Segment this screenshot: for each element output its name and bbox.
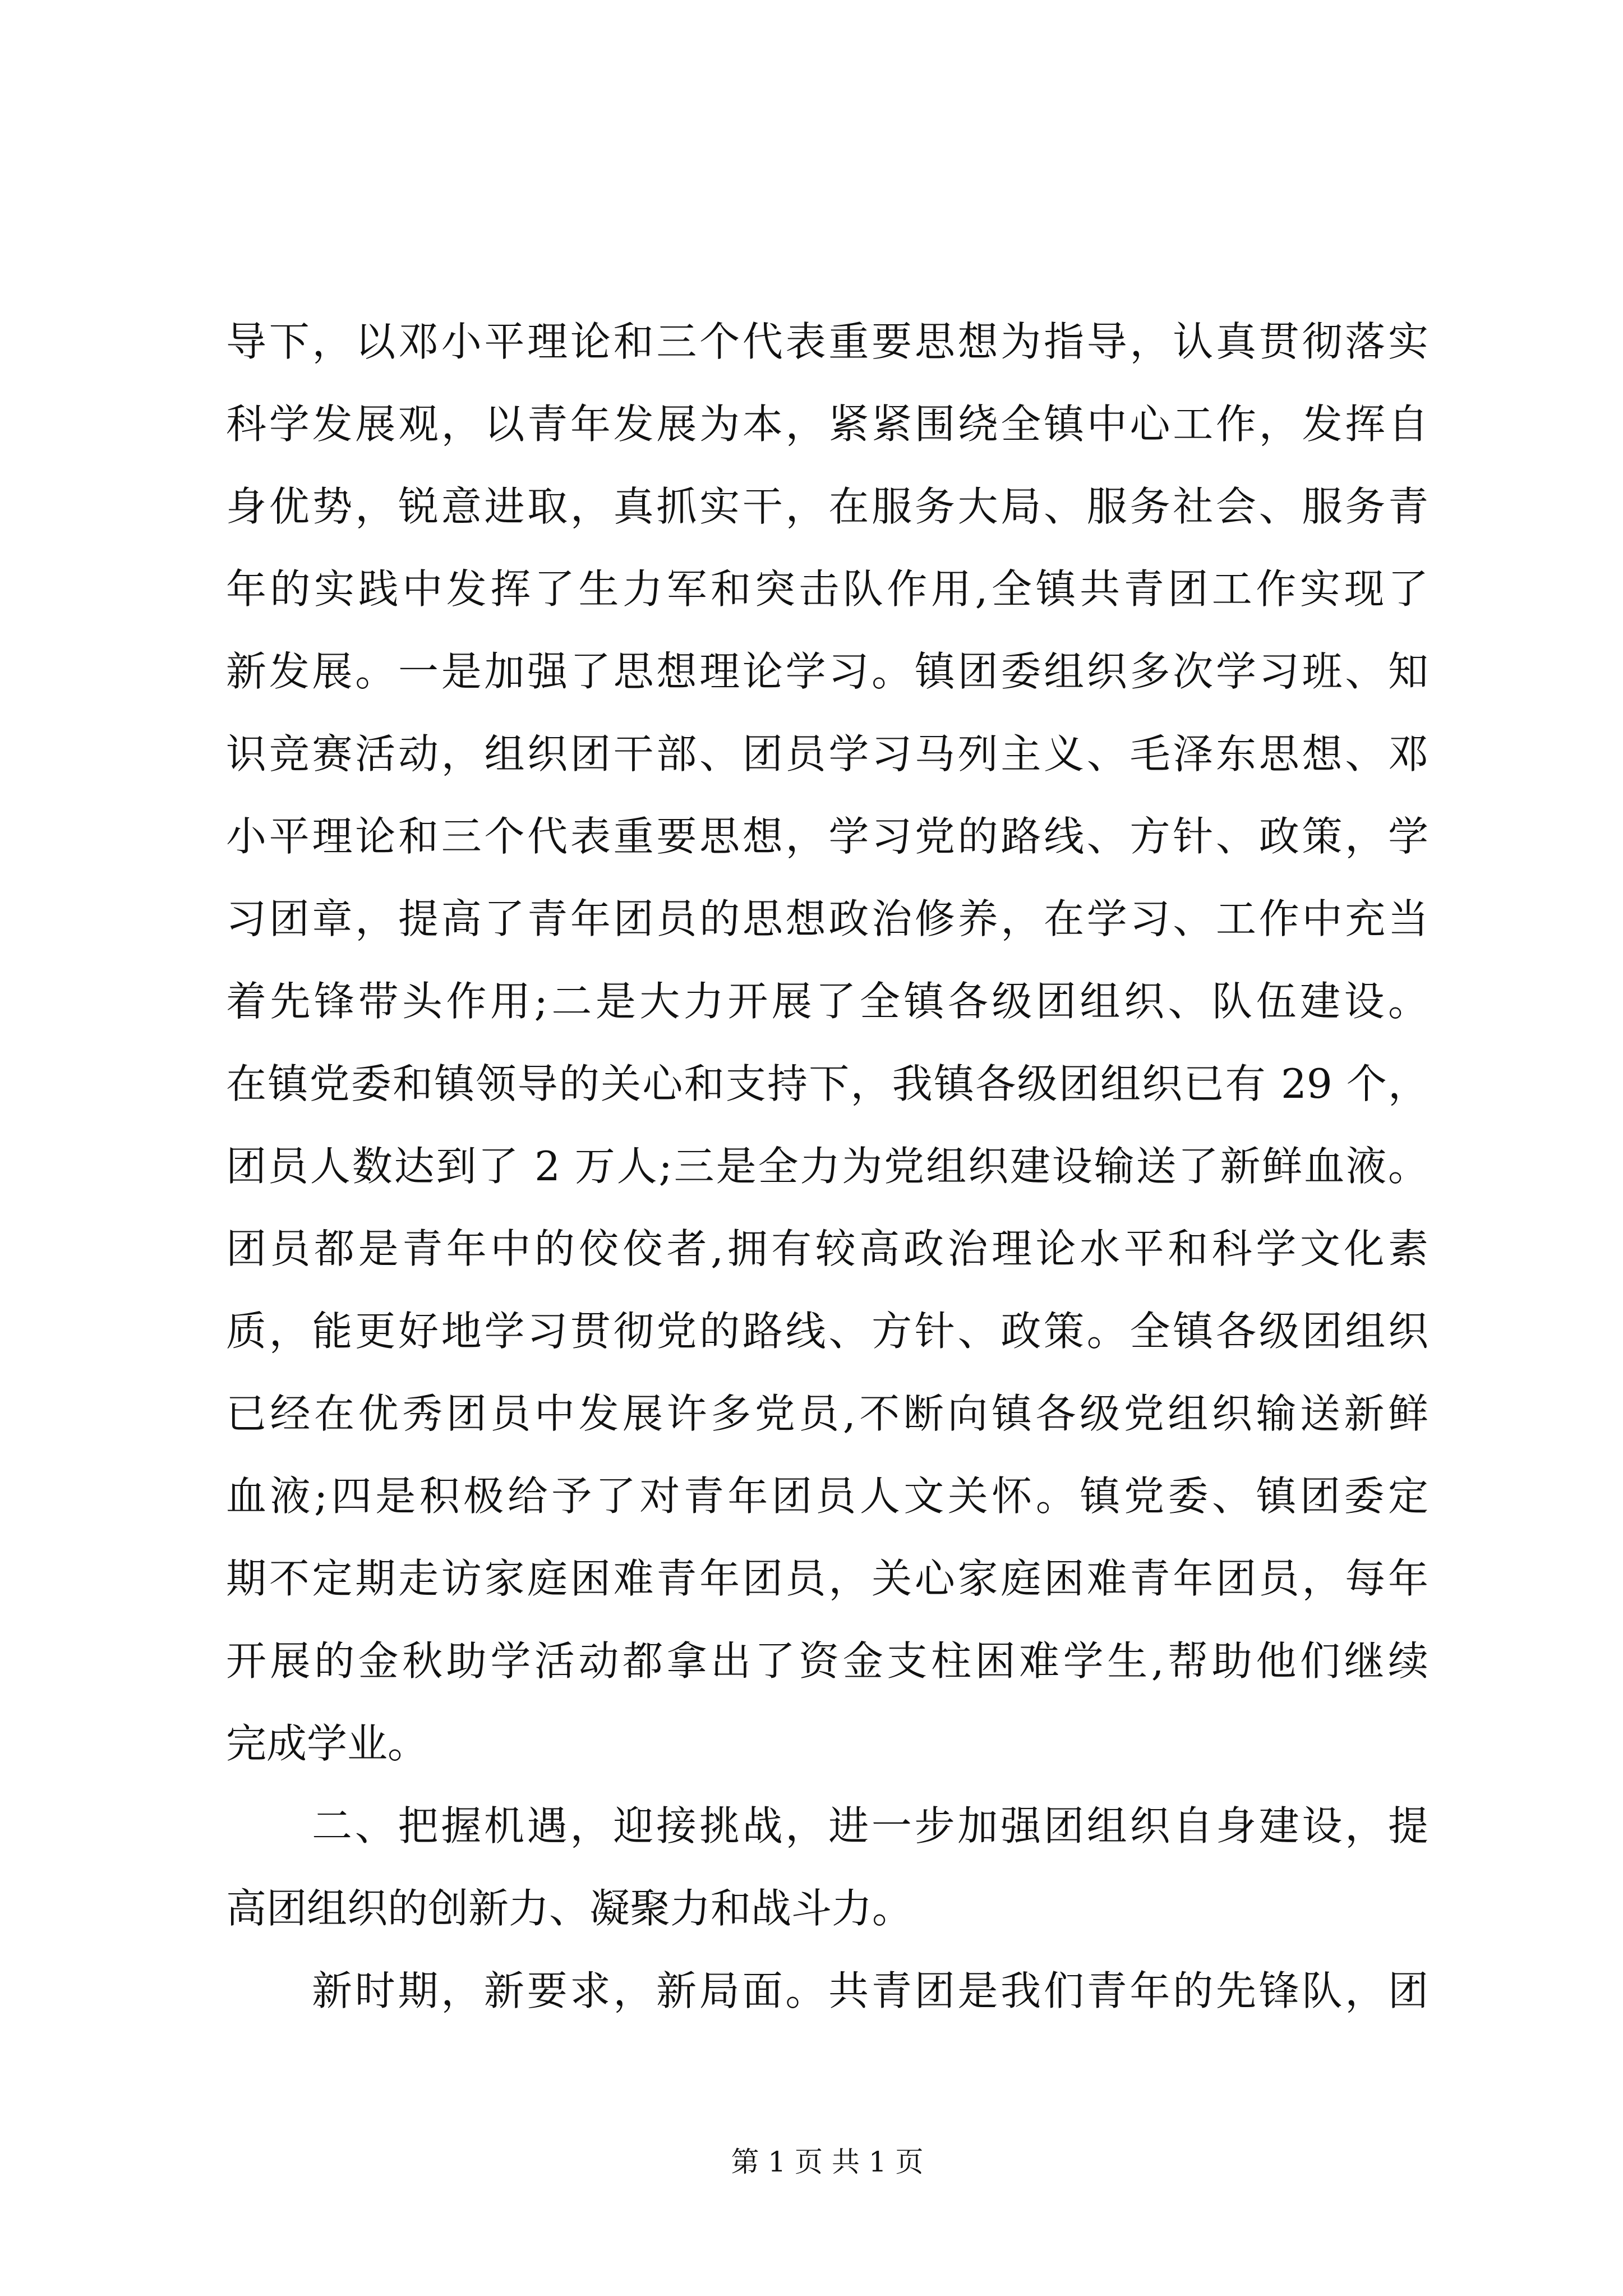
section-heading-end-line: 高团组织的创新力、凝聚力和战斗力。	[226, 1885, 913, 1932]
section-heading-line: 二、把握机遇，迎接挑战，进一步加强团组织自身建设，提	[312, 1802, 1428, 1849]
body-line: 开展的金秋助学活动都拿出了资金支柱困难学生,帮助他们继续	[226, 1637, 1428, 1685]
body-line: 身优势，锐意进取，真抓实干，在服务大局、服务社会、服务青	[226, 483, 1428, 530]
body-text	[226, 301, 1428, 2032]
body-line: 期不定期走访家庭困难青年团员，关心家庭困难青年团员，每年	[226, 1555, 1428, 1602]
body-line: 新发展。一是加强了思想理论学习。镇团委组织多次学习班、知	[226, 648, 1428, 695]
body-line: 识竞赛活动，组织团干部、团员学习马列主义、毛泽东思想、邓	[226, 730, 1428, 777]
body-line: 血液;四是积极给予了对青年团员人文关怀。镇党委、镇团委定	[226, 1473, 1428, 1520]
paragraph-start-line: 新时期，新要求，新局面。共青团是我们青年的先锋队，团	[312, 1967, 1428, 2014]
paragraph-end-line: 完成学业。	[226, 1720, 428, 1767]
body-line: 导下，以邓小平理论和三个代表重要思想为指导，认真贯彻落实	[226, 318, 1428, 365]
body-line: 着先锋带头作用;二是大力开展了全镇各级团组织、队伍建设。	[226, 978, 1428, 1025]
body-line: 年的实践中发挥了生力军和突击队作用,全镇共青团工作实现了	[226, 565, 1428, 613]
page-footer: 第 1 页 共 1 页	[731, 2146, 924, 2178]
body-line: 质，能更好地学习贯彻党的路线、方针、政策。全镇各级团组织	[226, 1308, 1428, 1355]
body-line: 已经在优秀团员中发展许多党员,不断向镇各级党组织输送新鲜	[226, 1390, 1428, 1437]
body-line: 团员人数达到了 2 万人;三是全力为党组织建设输送了新鲜血液。	[226, 1143, 1428, 1190]
body-line: 在镇党委和镇领导的关心和支持下，我镇各级团组织已有 29 个，	[226, 1060, 1428, 1107]
body-line: 小平理论和三个代表重要思想，学习党的路线、方针、政策，学	[226, 813, 1428, 860]
body-line: 科学发展观，以青年发展为本，紧紧围绕全镇中心工作，发挥自	[226, 401, 1428, 448]
body-line: 习团章，提高了青年团员的思想政治修养，在学习、工作中充当	[226, 895, 1428, 942]
body-line: 团员都是青年中的佼佼者,拥有较高政治理论水平和科学文化素	[226, 1225, 1428, 1272]
